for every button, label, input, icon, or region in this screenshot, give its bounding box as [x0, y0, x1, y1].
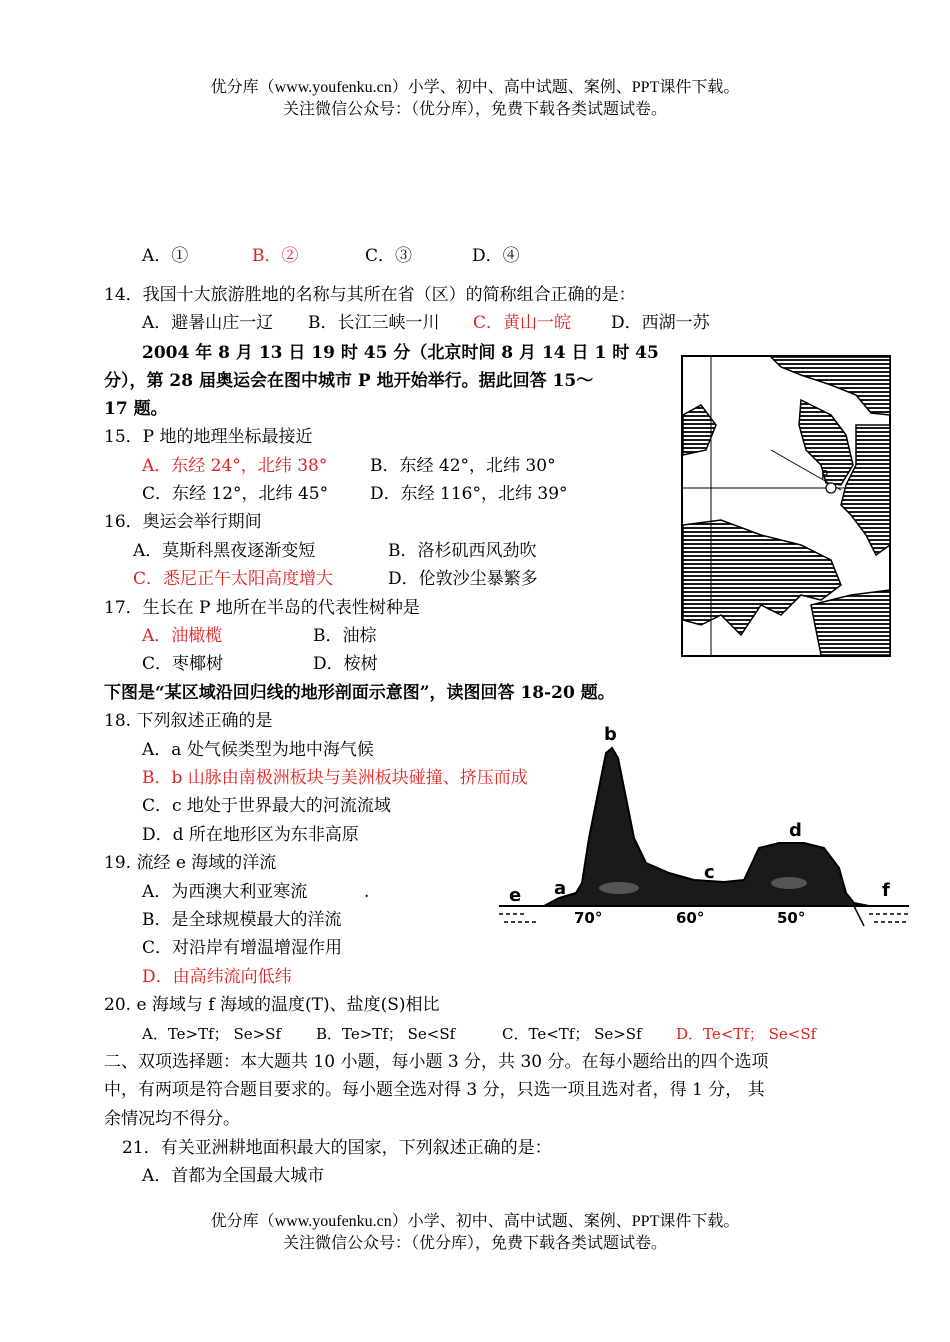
olympic-intro-line-3: 17 题。	[104, 399, 168, 419]
section2-line-1: 二、双项选择题：本大题共 10 小题，每小题 3 分，共 30 分。在每小题给出的四个选项	[104, 1052, 769, 1072]
q20-option-a: A．Te>Tf； Se>Sf	[142, 1025, 281, 1043]
q20-option-c: C．Te<Tf； Se>Sf	[502, 1025, 642, 1043]
mediterranean-map	[681, 355, 891, 657]
q18-option-c: C．c 地处于世界最大的河流流域	[142, 796, 391, 816]
longitude-70: 70°	[574, 909, 603, 927]
q20-option-d: D．Te<Tf； Se<Sf	[676, 1025, 817, 1043]
q19-option-c: C．对沿岸有增温增湿作用	[142, 938, 343, 958]
label-c: c	[704, 862, 715, 883]
q13-option-a: A．①	[142, 246, 189, 266]
point-p-label: P	[821, 468, 829, 482]
q13-option-d: D．④	[472, 246, 520, 266]
q17-option-c: C．枣椰树	[142, 654, 224, 674]
q19-option-a: A．为西澳大利亚寒流	[142, 882, 308, 902]
q15-option-c: C．东经 12°，北纬 45°	[142, 484, 329, 504]
q19-stem: 19. 流经 e 海域的洋流	[104, 853, 277, 873]
longitude-60: 60°	[676, 909, 705, 927]
label-f: f	[882, 880, 890, 901]
label-b: b	[604, 724, 617, 745]
label-d: d	[789, 820, 802, 841]
q20-option-b: B．Te>Tf； Se<Sf	[316, 1025, 456, 1043]
q17-option-a: A．油橄榄	[142, 626, 223, 646]
q14-option-c: C．黄山一皖	[473, 313, 572, 333]
q21-stem: 21．有关亚洲耕地面积最大的国家，下列叙述正确的是：	[122, 1138, 552, 1158]
olympic-intro-line-2: 分），第 28 届奥运会在图中城市 P 地开始举行。据此回答 15～	[104, 371, 594, 391]
q18-option-d: D．d 所在地形区为东非高原	[142, 825, 359, 845]
section2-line-3: 余情况均不得分。	[104, 1109, 240, 1129]
label-e: e	[509, 885, 522, 906]
q19-option-b: B．是全球规模最大的洋流	[142, 910, 342, 930]
q18-stem: 18. 下列叙述正确的是	[104, 711, 273, 731]
q16-option-d: D．伦敦沙尘暴繁多	[388, 569, 538, 589]
q15-option-b: B．东经 42°，北纬 30°	[370, 456, 556, 476]
q17-option-b: B．油棕	[313, 626, 377, 646]
q14-option-d: D．西湖一苏	[611, 313, 710, 333]
q15-option-d: D．东经 116°，北纬 39°	[370, 484, 568, 504]
header-line-1: 优分库（www.youfenku.cn）小学、初中、高中试题、案例、PPT课件下载。	[210, 79, 740, 96]
olympic-intro-line-1: 2004 年 8 月 13 日 19 时 45 分（北京时间 8 月 14 日 1 时 45	[142, 343, 659, 363]
q18-option-a: A．a 处气候类型为地中海气候	[142, 740, 374, 760]
q20-stem: 20. e 海域与 f 海域的温度(T)、盐度(S)相比	[104, 995, 440, 1015]
q17-option-d: D．桉树	[313, 654, 378, 674]
point-p-marker	[826, 483, 836, 493]
q15-stem: 15．P 地的地理坐标最接近	[104, 427, 313, 447]
q19-option-d: D．由高纬流向低纬	[142, 967, 292, 987]
q13-option-c: C．③	[365, 246, 413, 266]
header-line-2: 关注微信公众号：（优分库），免费下载各类试题试卷。	[282, 101, 667, 118]
q13-option-b: B．②	[252, 246, 299, 266]
profile-intro: 下图是“某区域沿回归线的地形剖面示意图”，读图回答 18-20 题。	[104, 683, 615, 703]
q19-option-a-dot: .	[364, 882, 370, 902]
q16-option-c: C．悉尼正午太阳高度增大	[133, 569, 334, 589]
terrain-profile-figure	[494, 718, 914, 938]
footer-line-2: 关注微信公众号：（优分库），免费下载各类试题试卷。	[282, 1235, 667, 1252]
q15-option-a: A．东经 24°，北纬 38°	[142, 456, 328, 476]
q16-stem: 16．奥运会举行期间	[104, 512, 262, 532]
q14-option-a: A．避暑山庄一辽	[142, 313, 274, 333]
q21-option-a: A．首都为全国最大城市	[142, 1166, 325, 1186]
section2-line-2: 中，有两项是符合题目要求的。每小题全选对得 3 分，只选一项且选对者，得 1 分， 其	[104, 1080, 765, 1100]
q16-option-a: A．莫斯科黑夜逐渐变短	[133, 541, 316, 561]
q14-option-b: B．长江三峡一川	[308, 313, 440, 333]
q16-option-b: B．洛杉矶西风劲吹	[388, 541, 537, 561]
q18-option-b: B．b 山脉由南极洲板块与美洲板块碰撞、挤压而成	[142, 768, 528, 788]
q14-stem: 14．我国十大旅游胜地的名称与其所在省（区）的简称组合正确的是：	[104, 285, 636, 305]
longitude-50: 50°	[777, 909, 806, 927]
label-a: a	[554, 878, 567, 899]
footer-line-1: 优分库（www.youfenku.cn）小学、初中、高中试题、案例、PPT课件下载。	[210, 1213, 740, 1230]
q17-stem: 17．生长在 P 地所在半岛的代表性树种是	[104, 598, 420, 618]
